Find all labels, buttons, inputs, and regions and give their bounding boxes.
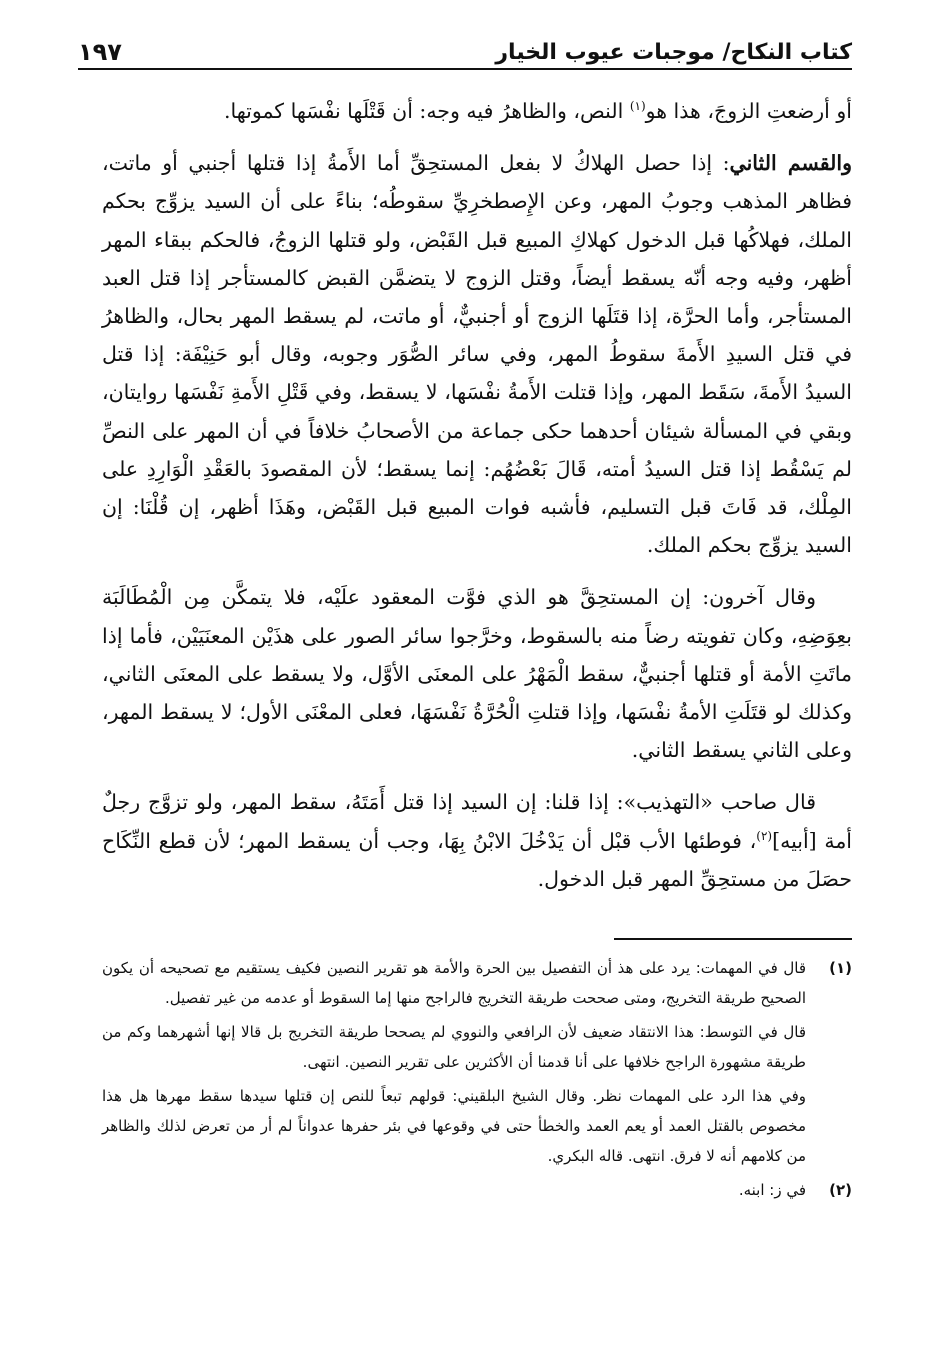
footnote-number: (١) — [829, 959, 852, 977]
footnote-paragraph: وفي هذا الرد على المهمات نظر. وقال الشيخ البلقيني: قولهم تبعاً للنص إن قتلها سيدها سقط مهرها هل هذا مخصوص بالقتل العمد أو يعم العمد والخطأ حتى في وقوعها في بئر حفرها عدواناً لم أر من تعرض لذلك والظاهر من كلامهم أنه لا فرق. انتهى. قاله البكري. — [102, 1086, 806, 1166]
footnote-ref-1: (١) — [629, 99, 646, 114]
footnote-paragraph: قال في المهمات: يرد على هذ أن التفصيل بين الحرة والأمة هو تقرير النصين فكيف يستقيم مع تصحيحه أن يكون الصحيح طريقة التخريج، ومتى صححت طريقة التخريج فالراجح منها إما السقوط أو عدمه من غير تفصيل. — [102, 959, 806, 1008]
running-header — [78, 28, 852, 70]
main-text — [102, 92, 852, 898]
footnote-paragraph: في ز: ابنه. — [738, 1180, 806, 1199]
section-heading-second-part: والقسم الثاني — [729, 151, 853, 176]
paragraph-3: وقال آخرون: إن المستحِقَّ هو الذي فوَّت المعقود علَيْه، فلا يتمكَّن مِن الْمُطَالَبَة بعِوَضِهِ، وكان تفويته رضاً منه بالسقوط، وخرَّجوا سائر الصور على هذَيْن المعنَيَيْن، فأما إذا ماتَتِ الأمة أو قتلها أجنبيٌّ، سقط الْمَهْرُ على المعنَى الأوَّل، ولا يسقط على المعنَى الثاني، وكذلك لو قتَلَتِ الأمةُ نفْسَها، وإذا قتلتِ الْحُرَّةُ نَفْسَهَا، فعلى المعْنَى الأول؛ لا يسقط المهر، وعلى الثاني يسقط الثاني. — [102, 585, 852, 763]
paragraph-1 — [102, 92, 852, 130]
footnote-body — [102, 1175, 806, 1208]
footnote-1 — [102, 953, 852, 1175]
footnote-paragraph: قال في التوسط: هذا الانتقاد ضعيف لأن الرافعي والنووي لم يصححا طريقة التخريج بل قالا إنها أشهرهما وكم من طريقة مشهورة الراجح خلافها على أنا قدمنا أن الأكثرين على تقرير النصين. انتهى. — [102, 1022, 806, 1072]
paragraph-1-tail: النص، والظاهرُ فيه وجه: أن قَتْلَها نفْسَها كموتها. — [223, 99, 630, 123]
footnotes — [102, 953, 852, 1208]
footnote-body — [102, 953, 806, 1175]
page-number: ١٩٧ — [78, 38, 122, 66]
footnote-2 — [102, 1175, 852, 1208]
chapter-title: كتاب النكاح/ موجبات عيوب الخيار — [495, 40, 852, 65]
paragraph-2-text: : إذا حصل الهلاكُ لا بفعل المستحِقِّ أما الأَمةُ إذا قتلها أجنبي أو ماتت، فظاهر المذهب وجوبُ المهر، وعن الإِصطخرِيِّ سقوطُه؛ بناءً على أن السيد يزوِّج بحكم الملك، فهلاكُها قبل الدخول كهلاكِ المبيع قبل القَبْض، ولو قتلها الزوجُ، فالحكم ببقاء المهر أظهر، وفيه وجه أنّه يسقط أيضاً، وقتل الزوج لا يتضمَّن القبض كالمستأجر إذا قتل العبد المستأجر، وأما الحرَّة، إذا قتَلَها الزوج أو أجنبيٌّ، أو ماتت، لم يسقط المهر بحال، والظاهرُ في قتل السيدِ الأَمةَ سقوطُ المهر، وفي سائر الصُّوَر وجوبه، وقال أبو حَنِيْفَة: إذا قتل السيدُ الأَمةَ، سَقَط المهر، وإذا قتلت الأَمةُ نفْسَها، لا يسقط، وفي قَتْلِ الأَمةِ نَفْسَها روايتان، وبقي في المسألة شيئان أحدهما حكى جماعة من الأصحابُ خلافاً في أن المهر على النصِّ لم يَسْقُط إذا قتل السيدُ أمته، قَالَ بَعْضُهُم: إنما يسقط؛ لأن المقصودَ بالعَقْدِ الْوَارِدِ على المِلْك، قد فَاتَ قبل التسليم، فأشبه فوات المبيع قبل القَبْض، وهَذَا أظهر، إن قُلْنَا: إن السيد يزوِّج بحكم الملك. — [102, 151, 852, 558]
paragraph-1-text: أو أرضعتِ الزوجَ، هذا هو — [645, 99, 852, 123]
footnote-separator — [614, 938, 852, 940]
paragraph-4-tail: ، فوطئها الأب قبْل أن يَدْخُلَ الابْنُ بِهَا، وجب أن يسقط المهر؛ لأن قطع النِّكَاح حصَلَ من مستحِقِّ المهر قبل الدخول. — [102, 828, 852, 891]
paragraph-4 — [102, 783, 852, 898]
paragraph-2 — [102, 144, 852, 564]
paragraph-4-text: قال صاحب «التهذيب»: إذا قلنا: إن السيد إذا قتل أَمَتَهُ، سقط المهر، ولو تزوَّج رجلٌ أمة [أبيه] — [102, 790, 852, 853]
footnote-number: (٢) — [829, 1180, 852, 1199]
footnote-ref-2: (٢) — [756, 828, 773, 843]
